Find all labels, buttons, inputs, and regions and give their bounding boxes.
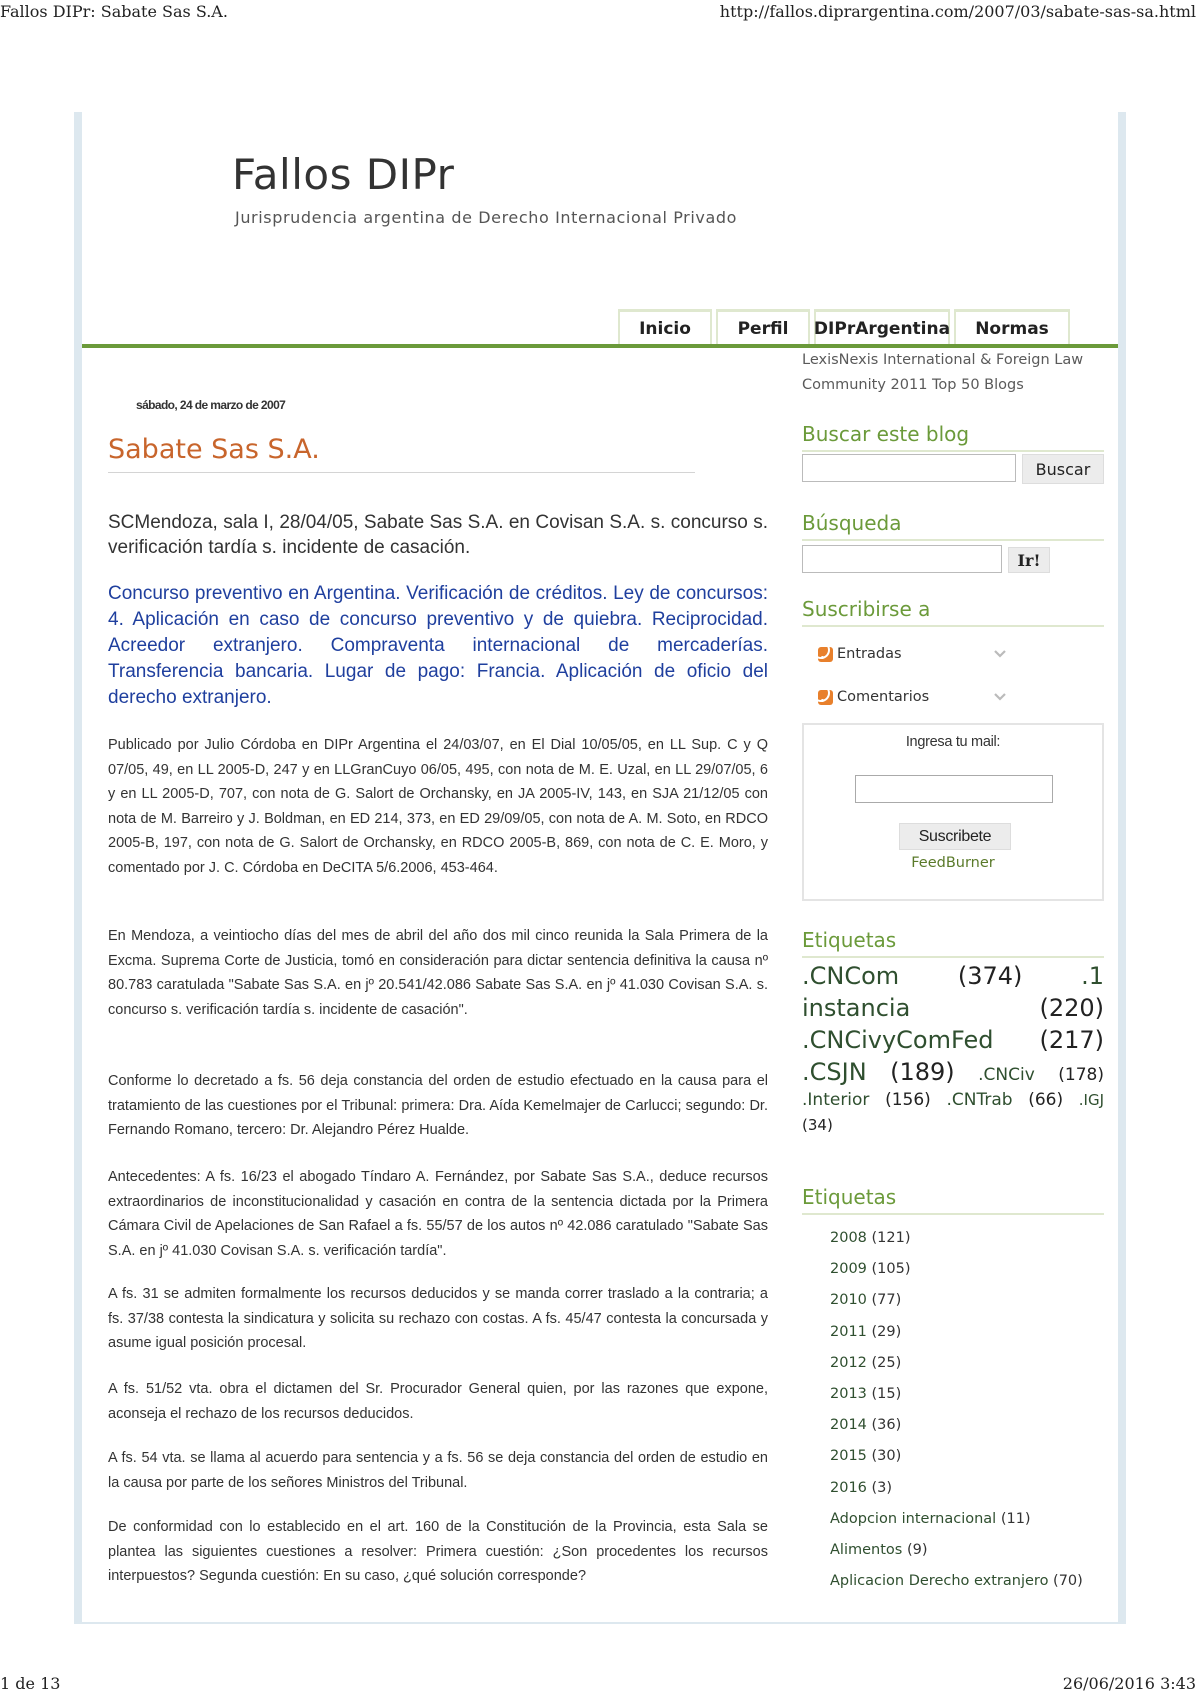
- label-count: (29): [871, 1323, 902, 1340]
- post-date: sábado, 24 de marzo de 2007: [136, 398, 286, 412]
- labels-list: [830, 1223, 1106, 1597]
- label-count: (36): [871, 1417, 902, 1434]
- post-title[interactable]: Sabate Sas S.A.: [108, 434, 320, 465]
- list-item[interactable]: [830, 1473, 1106, 1504]
- nav-tabs: [618, 309, 1070, 345]
- tag-link[interactable]: instancia: [802, 994, 911, 1022]
- label-link[interactable]: Adopcion internacional: [830, 1510, 997, 1527]
- list-item[interactable]: [830, 1254, 1106, 1285]
- post-paragraph: En Mendoza, a veintiocho días del mes de abril del año dos mil cinco reunida la Sala Primera de la Excma. Suprema Corte de Justicia, tomó en consideración para dictar sentencia definitiva la causa nº 80.783 caratulada "Sabate Sas S.A. en jº 20.541/42.086 Sabate Sas S.A. en jº 41.030 Covisan S.A. s. concurso s. verificación tardía s. incidente de casación".: [108, 928, 768, 1018]
- blog-title[interactable]: Fallos DIPr: [232, 150, 455, 199]
- post-paragraph: A fs. 51/52 vta. obra el dictamen del Sr. Procurador General quien, por las razones que expone, aconseja el rechazo de los recursos deducidos.: [108, 1381, 768, 1422]
- label-link[interactable]: 2010: [830, 1292, 867, 1309]
- tag-link[interactable]: .CNCom: [802, 962, 900, 990]
- lexis-badge-link[interactable]: LexisNexis International & Foreign Law Community 2011 Top 50 Blogs: [802, 352, 1084, 393]
- busqueda-input[interactable]: [802, 545, 1002, 573]
- label-link[interactable]: 2014: [830, 1417, 867, 1434]
- list-item[interactable]: [830, 1348, 1106, 1379]
- tag-count: (374): [957, 962, 1023, 990]
- list-item[interactable]: [830, 1223, 1106, 1254]
- search-blog-button[interactable]: Buscar: [1022, 454, 1104, 484]
- post-paragraph: Publicado por Julio Córdoba en DIPr Argentina el 24/03/07, en El Dial 10/05/05, en LL Sup. C y Q 07/05, 49, en LL 2005-D, 247 y en LLGranCuyo 06/05, 495, con nota de M. E. Uzal, en LL 29/07/05, 6 y en LL 2005-D, 707, con nota de G. Salort de Orchansky, en JA 2005-IV, 143, en SJA 21/12/05 con nota de M. Barreiro y J. Boldman, en ED 214, 373, en ED 29/09/05, con nota de A. M. Soto, en RDCO 2005-B, 197, con nota de G. Salort de Orchansky, en RDCO 2005-B, 869, con nota de C. E. Moro, y comentado por J. C. Córdoba en DeCITA 5/6.2006, 453-464.: [108, 737, 768, 876]
- tag-count: (66): [1028, 1090, 1064, 1110]
- subscribe-button[interactable]: Suscribete: [899, 823, 1011, 850]
- list-item[interactable]: [830, 1441, 1106, 1472]
- feedburner-link[interactable]: FeedBurner: [911, 855, 995, 871]
- label-count: (3): [871, 1479, 893, 1496]
- label-link[interactable]: Alimentos: [830, 1541, 903, 1558]
- tab-diprargentina[interactable]: DIPrArgentina: [814, 309, 950, 345]
- tab-inicio[interactable]: Inicio: [618, 309, 712, 345]
- label-link[interactable]: 2015: [830, 1448, 867, 1465]
- tag-count: (189): [890, 1058, 955, 1086]
- blog-description: Jurisprudencia argentina de Derecho Internacional Privado: [235, 208, 738, 227]
- tag-link[interactable]: .1: [1081, 962, 1104, 990]
- list-item[interactable]: [830, 1317, 1106, 1348]
- post-paragraph: A fs. 31 se admiten formalmente los recursos deducidos y se manda correr traslado a la contraria; a fs. 37/38 contesta la sindicatura y solicita su rechazo con costas. A fs. 45/47 contesta la concursada y asume igual posición procesal.: [108, 1286, 768, 1351]
- print-page-number: 1 de 13: [0, 1674, 61, 1693]
- post-lead: SCMendoza, sala I, 28/04/05, Sabate Sas S.A. en Covisan S.A. s. concurso s. verificación tardía s. incidente de casación.: [108, 512, 768, 558]
- subscribe-entradas-label: Entradas: [837, 646, 902, 662]
- label-count: (9): [906, 1541, 928, 1558]
- search-blog-input[interactable]: [802, 454, 1016, 482]
- label-link[interactable]: 2011: [830, 1323, 867, 1340]
- subscribe-heading: Suscribirse a: [802, 597, 1104, 627]
- search-blog-heading: Buscar este blog: [802, 422, 1104, 452]
- tag-link[interactable]: .CSJN: [802, 1058, 867, 1086]
- label-link[interactable]: Aplicacion Derecho extranjero: [830, 1573, 1049, 1590]
- list-item[interactable]: [830, 1410, 1106, 1441]
- tag-link[interactable]: .CNCiv: [978, 1065, 1035, 1085]
- rss-feed-icon: [818, 690, 833, 705]
- title-divider: [108, 472, 695, 473]
- label-count: (105): [871, 1261, 911, 1278]
- tag-cloud-heading: Etiquetas: [802, 928, 1104, 958]
- tag-count: (34): [802, 1116, 833, 1134]
- list-item[interactable]: [830, 1535, 1106, 1566]
- subscribe-comentarios-label: Comentarios: [837, 689, 930, 705]
- tag-link[interactable]: .IGJ: [1078, 1091, 1104, 1109]
- list-item[interactable]: [830, 1566, 1106, 1597]
- label-link[interactable]: 2009: [830, 1261, 867, 1278]
- label-link[interactable]: 2013: [830, 1385, 867, 1402]
- tag-cloud: [802, 960, 1104, 1138]
- email-field[interactable]: [855, 775, 1053, 803]
- list-item[interactable]: [830, 1379, 1106, 1410]
- tag-link[interactable]: .CNCivyComFed: [802, 1026, 994, 1054]
- label-count: (11): [1000, 1510, 1031, 1527]
- tag-count: (156): [885, 1090, 931, 1110]
- chevron-down-icon[interactable]: [992, 689, 1008, 705]
- frame-left-border: [74, 112, 82, 1624]
- tag-count: (217): [1039, 1026, 1104, 1054]
- label-link[interactable]: 2016: [830, 1479, 867, 1496]
- tag-count: (220): [1039, 994, 1104, 1022]
- frame-right-border: [1118, 112, 1126, 1624]
- email-subscribe-box: [802, 723, 1104, 901]
- busqueda-go-button[interactable]: Ir!: [1008, 547, 1050, 573]
- rss-feed-icon: [818, 647, 833, 662]
- label-count: (121): [871, 1230, 911, 1246]
- post-paragraph: De conformidad con lo establecido en el art. 160 de la Constitución de la Provincia, esta Sala se plantea las siguientes cuestiones a resolver: Primera cuestión: ¿Son procedentes los recursos interpuestos? Segunda cuestión: En su caso, ¿qué solución corresponde?: [108, 1519, 768, 1584]
- post-paragraph: A fs. 54 vta. se llama al acuerdo para sentencia y a fs. 56 se deja constancia del orden de estudio en la causa por parte de los señores Ministros del Tribunal.: [108, 1450, 768, 1491]
- tag-link[interactable]: .Interior: [802, 1090, 870, 1110]
- list-item[interactable]: [830, 1285, 1106, 1316]
- subscribe-comentarios-dropdown[interactable]: [818, 685, 1008, 709]
- post-paragraph: Conforme lo decretado a fs. 56 deja constancia del orden de estudio efectuado en la causa para el tratamiento de las cuestiones por el Tribunal: primera: Dra. Aída Kemelmajer de Carlucci; segundo: Dr. Fernando Romano, tercero: Dr. Alejandro Pérez Hualde.: [108, 1073, 768, 1138]
- print-datetime: 26/06/2016 3:43: [1062, 1674, 1196, 1693]
- label-count: (30): [871, 1448, 902, 1465]
- tag-link[interactable]: .CNTrab: [946, 1090, 1013, 1110]
- print-page-title: Fallos DIPr: Sabate Sas S.A.: [0, 2, 228, 21]
- email-label: Ingresa tu mail:: [905, 734, 1001, 750]
- busqueda-heading: Búsqueda: [802, 511, 1104, 541]
- label-count: (15): [871, 1385, 902, 1402]
- labels-heading: Etiquetas: [802, 1185, 1104, 1215]
- post-keywords: Concurso preventivo en Argentina. Verificación de créditos. Ley de concursos: 4. Aplicación en caso de concurso preventivo y de quiebra. Reciprocidad. Acreedor extranjero. Compraventa internacional de mercaderías. Transferencia bancaria. Lugar de pago: Francia. Aplicación de oficio del derecho extranjero.: [108, 583, 768, 708]
- label-count: (70): [1053, 1573, 1083, 1590]
- subscribe-entradas-dropdown[interactable]: [818, 642, 1008, 666]
- frame-bottom-border: [74, 1622, 1126, 1624]
- chevron-down-icon[interactable]: [992, 646, 1008, 662]
- tag-count: (178): [1058, 1065, 1104, 1085]
- label-link[interactable]: 2012: [830, 1354, 867, 1371]
- list-item[interactable]: [830, 1504, 1106, 1535]
- label-count: (25): [871, 1354, 902, 1371]
- post-paragraph: Antecedentes: A fs. 16/23 el abogado Tíndaro A. Fernández, por Sabate Sas S.A., deduce recursos extraordinarios de inconstitucionalidad y casación en contra de la sentencia dictada por la Primera Cámara Civil de Apelaciones de San Rafael a fs. 55/57 de los autos nº 42.086 caratulado "Sabate Sas S.A. en jº 41.030 Covisan S.A. s. verificación tardía".: [108, 1169, 768, 1259]
- tab-normas[interactable]: Normas: [954, 309, 1070, 345]
- tab-perfil[interactable]: Perfil: [716, 309, 810, 345]
- label-count: (77): [871, 1292, 902, 1309]
- label-link[interactable]: 2008: [830, 1230, 867, 1246]
- print-url: http://fallos.diprargentina.com/2007/03/sabate-sas-sa.html: [719, 2, 1196, 21]
